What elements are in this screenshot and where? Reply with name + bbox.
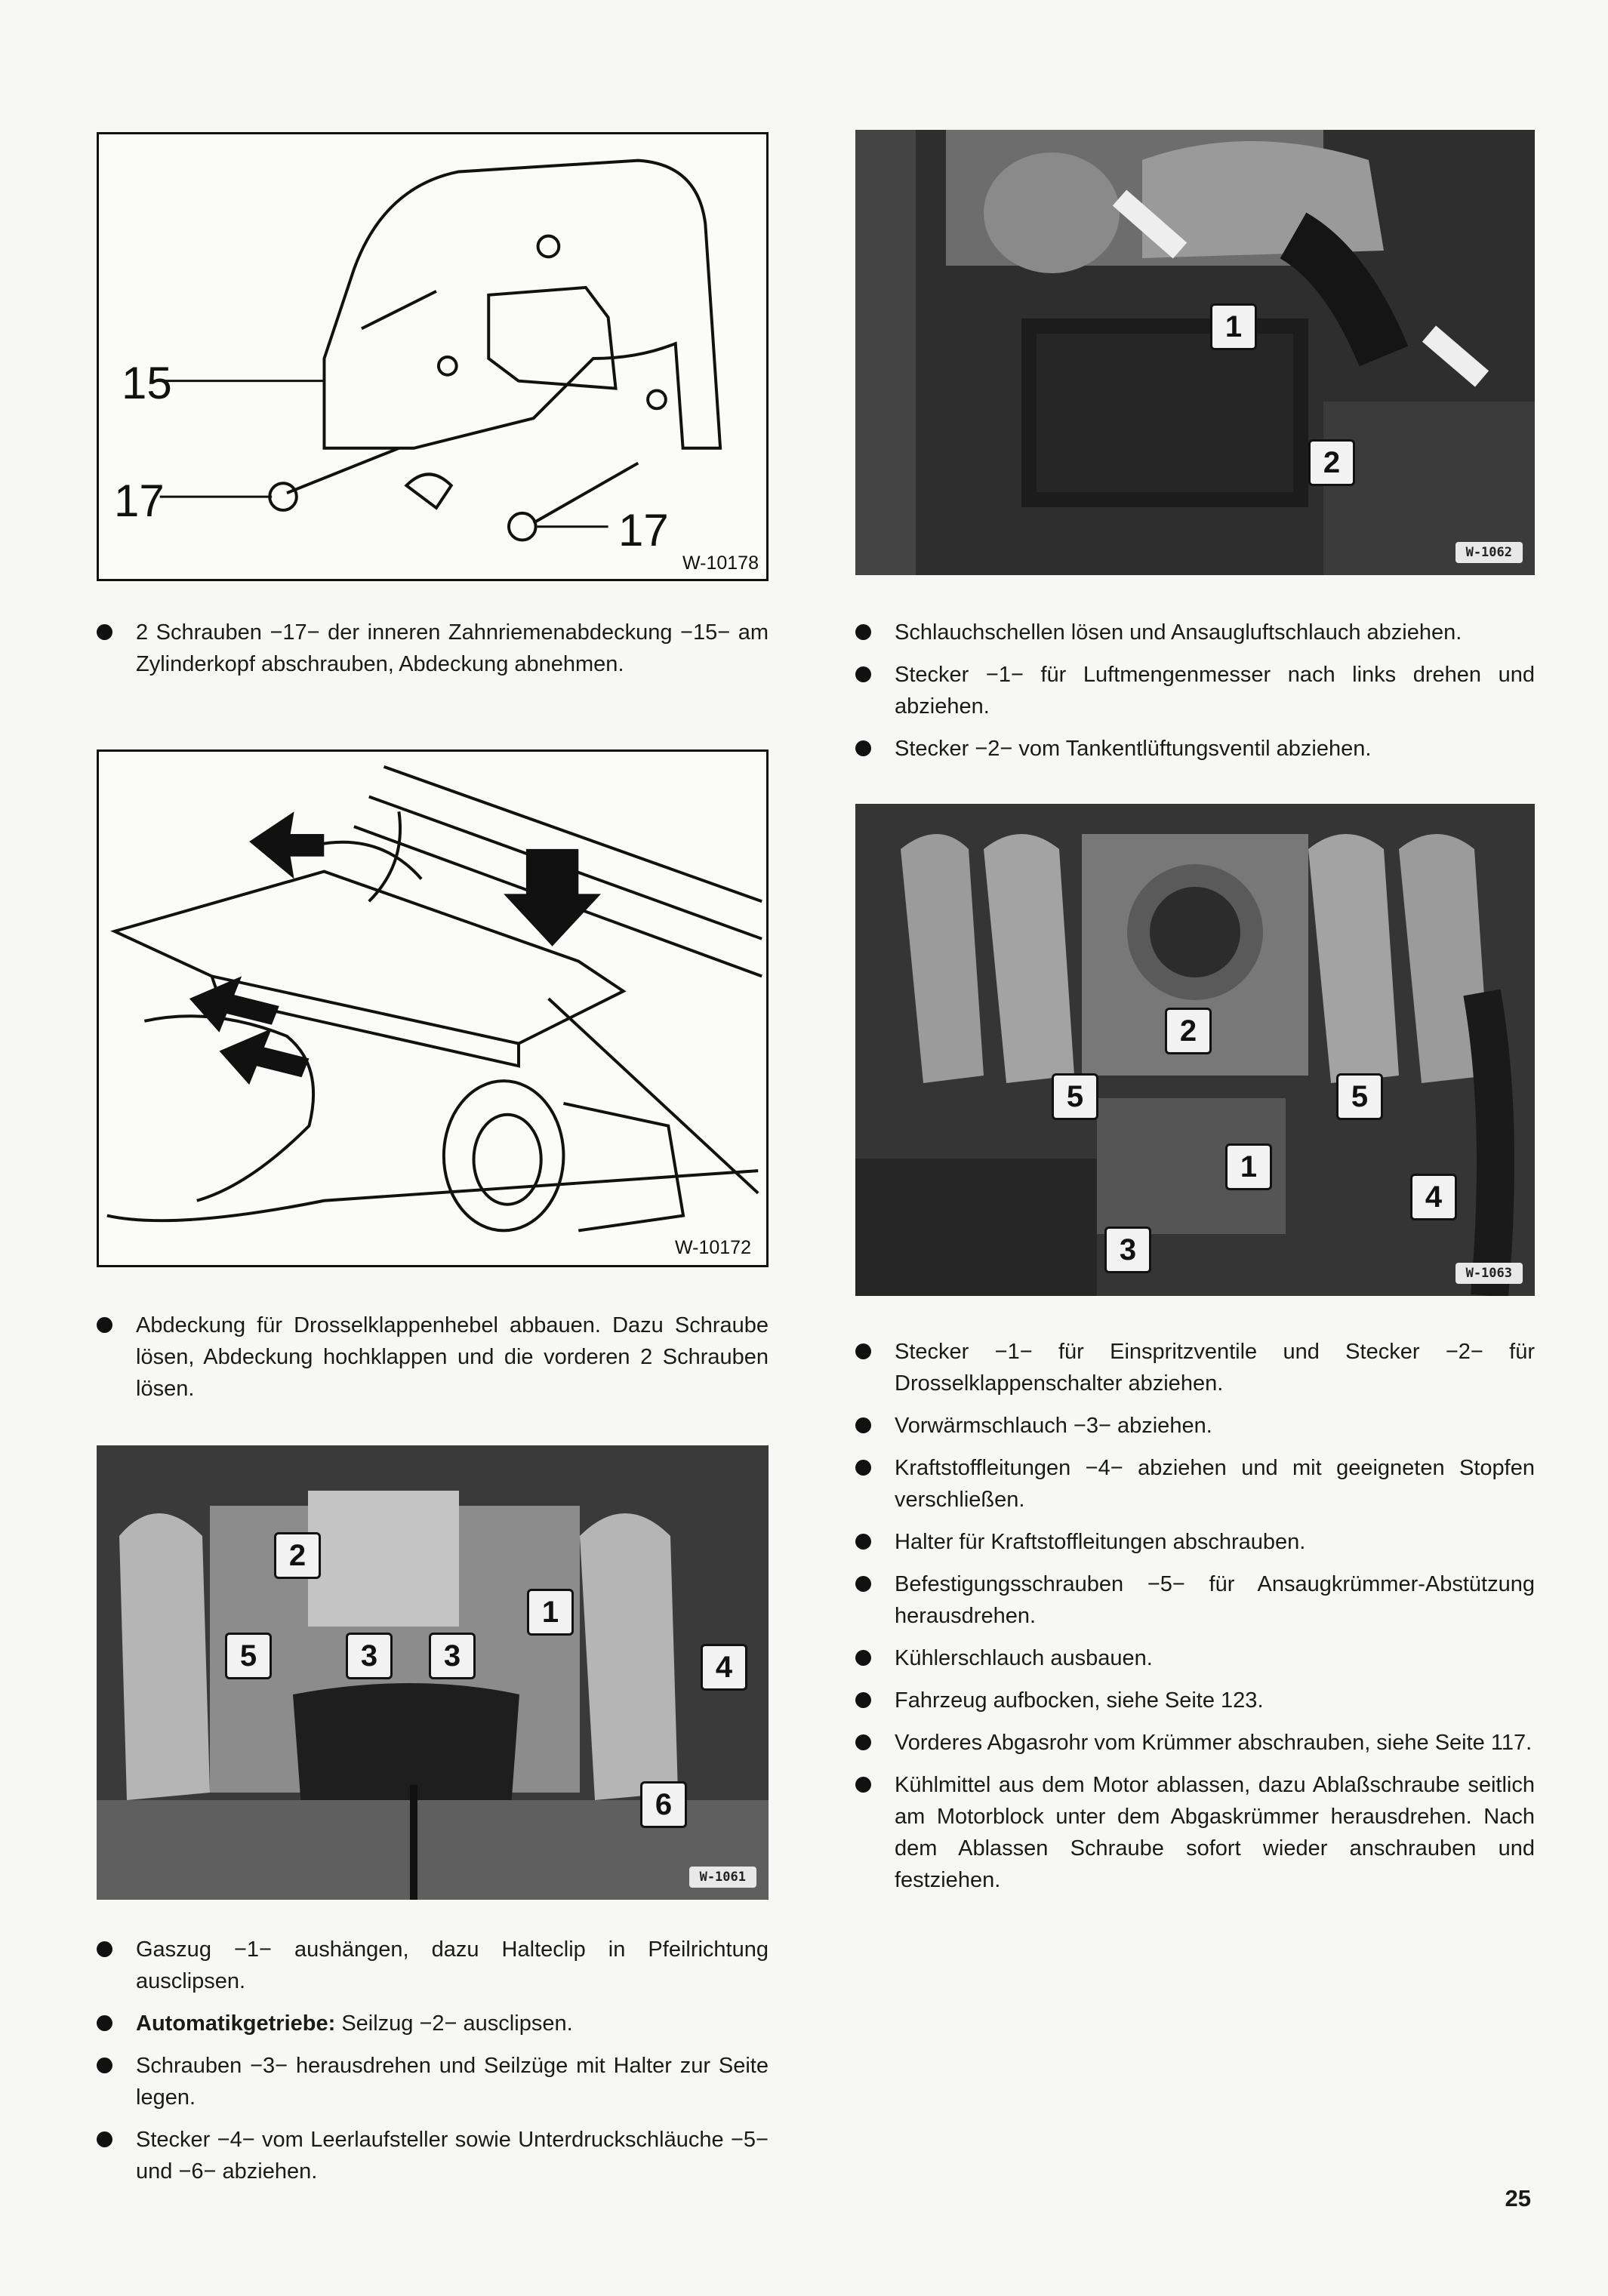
- page-number: 25: [1505, 2185, 1531, 2211]
- marker-1: 1: [527, 1589, 574, 1636]
- step-item: Gaszug −1− aushängen, dazu Halteclip in Pfeilrichtung ausclipsen.: [97, 1934, 769, 1997]
- step-text: Seilzug −2− ausclipsen.: [335, 2011, 573, 2036]
- marker-1: 1: [1225, 1143, 1272, 1190]
- marker-2: 2: [1308, 439, 1355, 486]
- figure-code: W-1063: [1456, 1263, 1523, 1284]
- photo-throttle-cables: [97, 1445, 769, 1900]
- callout-17-right: 17: [618, 505, 669, 556]
- step-item: Stecker −2− vom Tankentlüftungsventil abziehen.: [855, 733, 1535, 765]
- marker-4: 4: [701, 1644, 747, 1691]
- figure-code: W-1061: [689, 1867, 756, 1888]
- step-item: Schlauchschellen lösen und Ansaugluftschlauch abziehen.: [855, 617, 1535, 648]
- figure-code: W-10172: [675, 1237, 751, 1258]
- figure-code: W-10178: [682, 552, 759, 574]
- step-item: Befestigungsschrauben −5− für Ansaugkrümmer-Abstützung herausdrehen.: [855, 1568, 1535, 1632]
- steps-right-2: [855, 1336, 1535, 1907]
- callout-17-left: 17: [114, 476, 165, 526]
- step-item: Kraftstoffleitungen −4− abziehen und mit geeigneten Stopfen verschließen.: [855, 1452, 1535, 1516]
- step-item: Fahrzeug aufbocken, siehe Seite 123.: [855, 1685, 1535, 1716]
- figure-throttle-cover: [97, 749, 769, 1267]
- photo-injector-connectors: [855, 804, 1535, 1296]
- step-item: Stecker −4− vom Leerlaufsteller sowie Unterdruckschläuche −5− und −6− abziehen.: [97, 2124, 769, 2187]
- callout-15: 15: [122, 358, 172, 408]
- steps-left-3: [97, 1934, 769, 2198]
- marker-2: 2: [1165, 1008, 1212, 1054]
- figure-code: W-1062: [1456, 542, 1523, 563]
- steps-right-1: [855, 617, 1535, 775]
- marker-3-right: 3: [429, 1633, 476, 1679]
- step-item: Kühlerschlauch ausbauen.: [855, 1642, 1535, 1674]
- photo-air-intake: [855, 130, 1535, 575]
- throttle-cover-drawing: [99, 752, 766, 1265]
- air-intake-photo-image: [855, 130, 1535, 575]
- automatic-transmission-label: Automatikgetriebe:: [136, 2011, 336, 2036]
- figure-timing-belt-cover: [97, 132, 769, 581]
- step-item: Schrauben −3− herausdrehen und Seilzüge mit Halter zur Seite legen.: [97, 2050, 769, 2113]
- step-item: Kühlmittel aus dem Motor ablassen, dazu Ablaßschraube seitlich am Motorblock unter dem Abgaskrümmer herausdrehen. Nach dem Ablassen Schraube sofort wieder anschrauben und festziehen.: [855, 1769, 1535, 1896]
- step-item: Abdeckung für Drosselklappenhebel abbauen. Dazu Schraube lösen, Abdeckung hochklappen und die vorderen 2 Schrauben lösen.: [97, 1310, 769, 1405]
- step-item: [97, 2008, 769, 2039]
- step-item: Vorwärmschlauch −3− abziehen.: [855, 1410, 1535, 1442]
- marker-3: 3: [1104, 1226, 1151, 1273]
- marker-1: 1: [1210, 303, 1257, 350]
- step-item: 2 Schrauben −17− der inneren Zahnriemenabdeckung −15− am Zylinderkopf abschrauben, Abdeckung abnehmen.: [97, 617, 769, 680]
- marker-5-right: 5: [1336, 1073, 1383, 1120]
- step-item: Vorderes Abgasrohr vom Krümmer abschrauben, siehe Seite 117.: [855, 1727, 1535, 1759]
- marker-4: 4: [1410, 1174, 1457, 1220]
- step-item: Halter für Kraftstoffleitungen abschrauben.: [855, 1526, 1535, 1558]
- steps-left-2: [97, 1310, 769, 1415]
- marker-2: 2: [274, 1532, 321, 1579]
- step-item: Stecker −1− für Einspritzventile und Stecker −2− für Drosselklappenschalter abziehen.: [855, 1336, 1535, 1399]
- marker-5-left: 5: [1052, 1073, 1098, 1120]
- marker-5: 5: [225, 1633, 272, 1679]
- steps-left-1: [97, 617, 769, 691]
- step-item: Stecker −1− für Luftmengenmesser nach links drehen und abziehen.: [855, 659, 1535, 722]
- marker-6: 6: [640, 1781, 687, 1828]
- marker-3-left: 3: [346, 1633, 393, 1679]
